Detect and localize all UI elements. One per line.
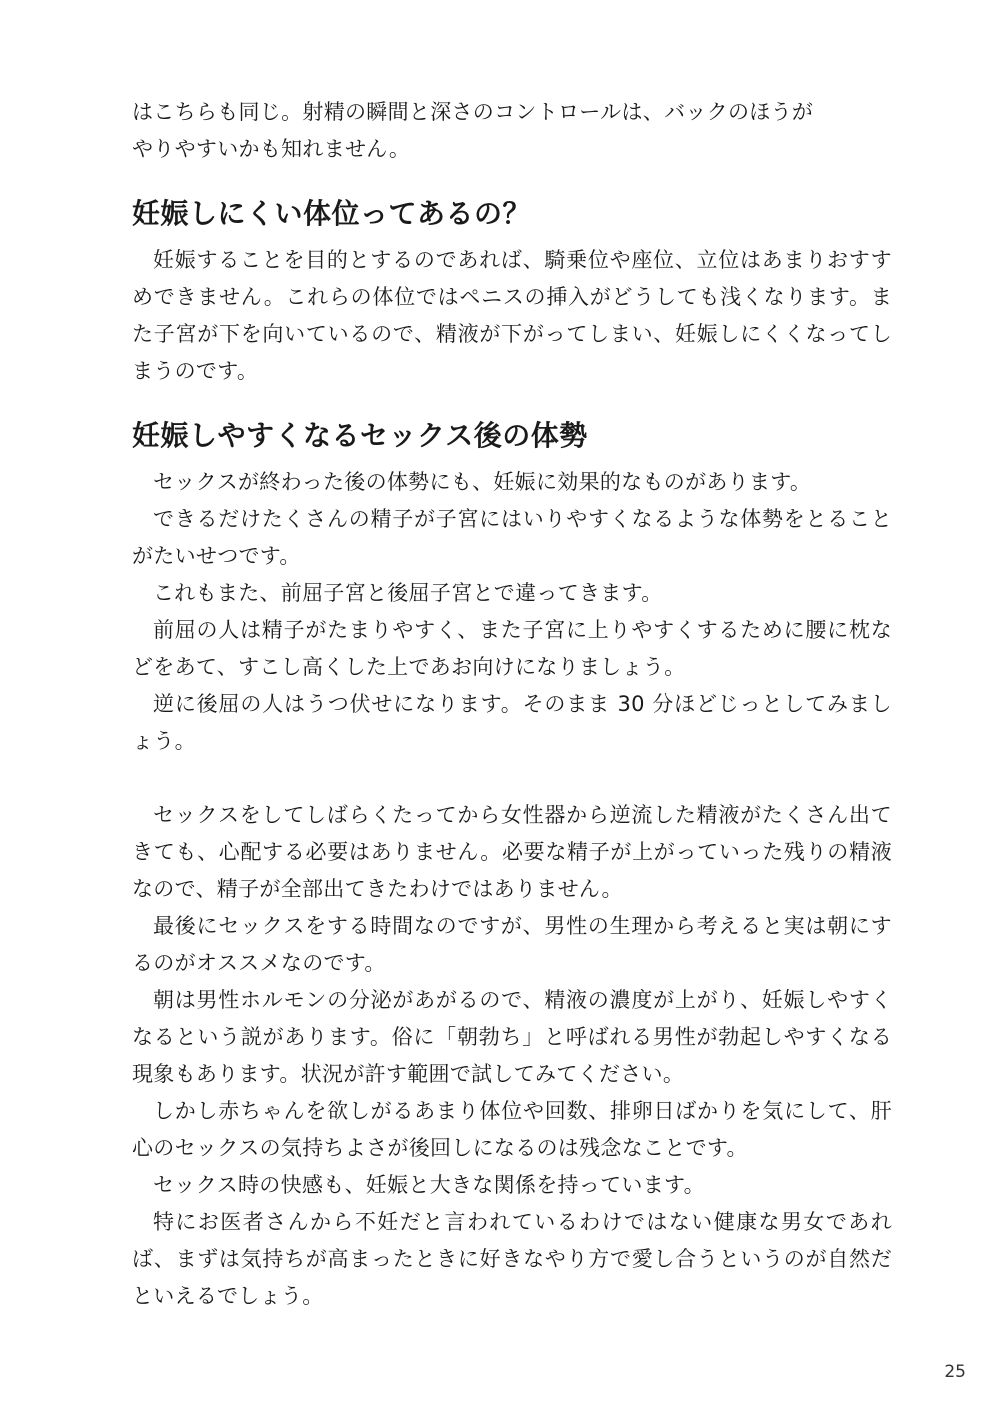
paragraph: 最後にセックスをする時間なのですが、男性の生理から考えると実は朝にするのがオススメなのです。 (132, 914, 892, 975)
paragraph: 朝は男性ホルモンの分泌があがるので、精液の濃度が上がり、妊娠しやすくなるという説があります。俗に「朝勃ち」と呼ばれる男性が勃起しやすくなる現象もあります。状況が許す範囲で試してみてください。 (132, 988, 892, 1086)
paragraph: これもまた、前屈子宮と後屈子宮とで違ってきます。 (153, 581, 663, 605)
paragraph: 妊娠することを目的とするのであれば、騎乗位や座位、立位はあまりおすすめできません。これらの体位ではペニスの挿入がどうしても浅くなります。また子宮が下を向いているので、精液が下がってしまい、妊娠しにくくなってしまうのです。 (132, 248, 892, 383)
paragraph: セックスをしてしばらくたってから女性器から逆流した精液がたくさん出てきても、心配する必要はありません。必要な精子が上がっていった残りの精液なので、精子が全部出てきたわけではありません。 (132, 803, 892, 901)
section-heading-2: 妊娠しやすくなるセックス後の体勢 (132, 419, 588, 452)
paragraph: 特にお医者さんから不妊だと言われているわけではない健康な男女であれば、まずは気持ちが高まったときに好きなやり方で愛し合うというのが自然だといえるでしょう。 (132, 1210, 892, 1308)
paragraph: セックス時の快感も、妊娠と大きな関係を持っています。 (153, 1173, 705, 1197)
paragraph: しかし赤ちゃんを欲しがるあまり体位や回数、排卵日ばかりを気にして、肝心のセックスの気持ちよさが後回しになるのは残念なことです。 (132, 1099, 892, 1160)
intro-line-2: やりやすいかも知れません。 (132, 137, 411, 161)
paragraph-break (132, 760, 892, 797)
paragraph: セックスが終わった後の体勢にも、妊娠に効果的なものがあります。 (153, 470, 812, 494)
page-number: 25 (944, 1362, 966, 1382)
paragraph: 前屈の人は精子がたまりやすく、また子宮に上りやすくするために腰に枕などをあて、すこし高くした上であお向けになりましょう。 (132, 618, 892, 679)
section-heading-1: 妊娠しにくい体位ってあるの？ (132, 197, 532, 230)
paragraph: 逆に後屈の人はうつ伏せになります。そのまま 30 分ほどじっとしてみましょう。 (132, 692, 892, 753)
intro-line-1: はこちらも同じ。射精の瞬間と深さのコントロールは、バックのほうが (132, 100, 814, 124)
page-body (132, 94, 892, 1315)
paragraph: できるだけたくさんの精子が子宮にはいりやすくなるような体勢をとることがたいせつです。 (132, 507, 892, 568)
